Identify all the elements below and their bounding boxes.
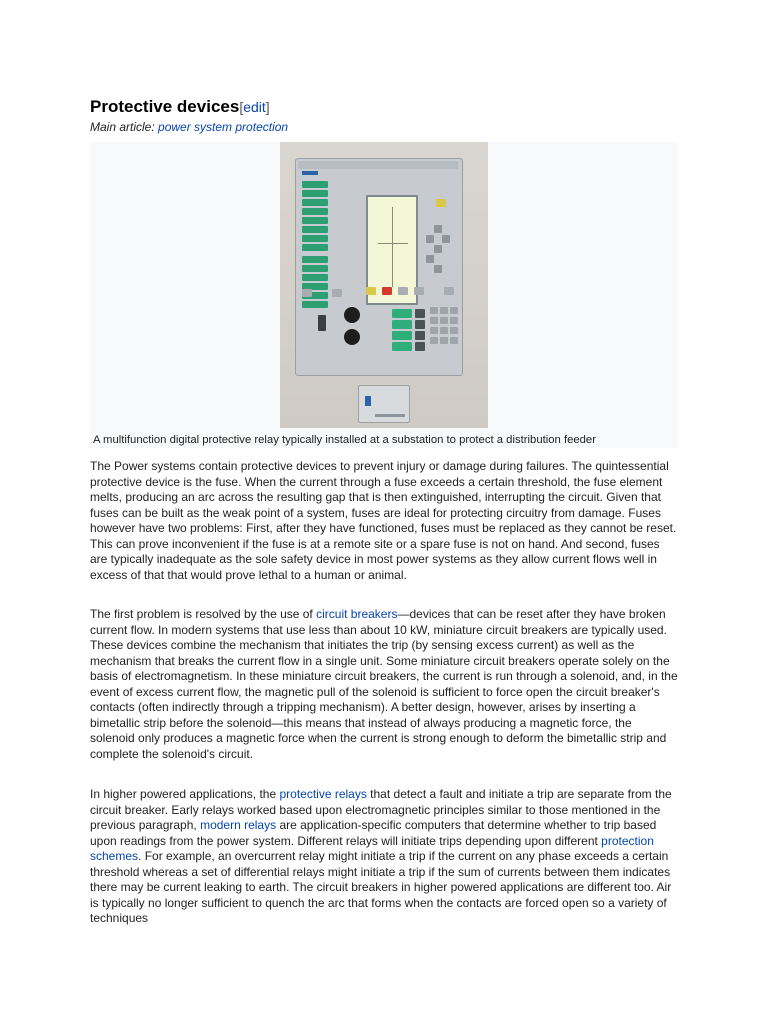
- circuit-breakers-link[interactable]: circuit breakers: [316, 607, 398, 621]
- communication-module: [358, 385, 410, 423]
- paragraph-2-text-a: The first problem is resolved by the use of: [90, 607, 317, 621]
- paragraph-2-text-b: —devices that can be reset after they have broken current flow. In modern systems that use less than about 10 kW, miniature circuit breakers are typically used. These devices combine the mechanism that initiates the trip (by sensing excess current) as well as the mechanism that breaks the current flow in a single unit. Some miniature circuit breakers operate solely on the basis of electromagnetism. In these miniature circuit breakers, the current is run through a solenoid, and, in the event of excess current flow, the magnetic pull of the solenoid is sufficient to force open the circuit breaker's contacts (often indirectly through a tripping mechanism). A better design, however, arises by inserting a bimetallic strip before the solenoid—this means that instead of always producing a magnetic force, the solenoid only produces a magnetic force when the current is strong enough to deform the bimetallic strip and complete the solenoid's circuit.: [90, 607, 678, 761]
- protective-relays-link[interactable]: protective relays: [279, 787, 367, 801]
- paragraph-circuit-breakers: [90, 607, 678, 762]
- paragraph-3-text-c: are application-specific computers that determine whether to trip based upon readings from the power system. Different relays will initiate trips depending upon different: [90, 818, 657, 848]
- paragraph-3-text-d: . For example, an overcurrent relay might initiate a trip if the current on any phase exceeds a certain threshold whereas a set of differential relays might initiate a trip if the sum of currents between them indicates there may be current leaking to earth. The circuit breakers in higher powered applications are different too. Air is typically no longer sufficient to quench the arc that forms when the contacts are forced open so a variety of techniques: [90, 849, 672, 925]
- paragraph-fuses: The Power systems contain protective devices to prevent injury or damage during failures. The quintessential protective device is the fuse. When the current through a fuse exceeds a certain threshold, the fuse element melts, producing an arc across the resulting gap that is then extinguished, interrupting the circuit. Given that fuses can be built as the weak point of a system, fuses are ideal for protecting circuitry from damage. Fuses however have two problems: First, after they have functioned, fuses must be replaced as they cannot be reset. This can prove inconvenient if the fuse is at a remote site or a spare fuse is not on hand. And second, fuses are typically inadequate as the sole safety device in most power systems as they allow current flows well in excess of that that would prove lethal to a human or animal.: [90, 459, 677, 582]
- figure: [90, 142, 678, 448]
- section-title: Protective devices: [90, 97, 240, 116]
- paragraph-3-text-b: that detect a fault and initiate a trip are separate from the circuit breaker. Early relays worked based upon electromagnetic principles similar to those mentioned in the previous paragraph,: [90, 787, 672, 832]
- paragraph-3-text-a: In higher powered applications, the: [90, 787, 280, 801]
- relay-photo: [280, 142, 488, 428]
- edit-link[interactable]: edit: [243, 99, 266, 115]
- relay-device-illustration: [295, 158, 463, 376]
- modern-relays-link[interactable]: modern relays: [200, 818, 277, 832]
- protection-schemes-link[interactable]: protection schemes: [90, 833, 654, 863]
- figure-caption: A multifunction digital protective relay typically installed at a substation to protect a distribution feeder: [93, 434, 596, 446]
- edit-bracket-close: ]: [265, 99, 270, 115]
- edit-bracket-open: [: [239, 99, 244, 115]
- section-heading: [90, 97, 270, 117]
- paragraph-relays: [90, 787, 678, 927]
- main-article-note: [90, 120, 288, 134]
- main-article-link[interactable]: power system protection: [158, 120, 289, 134]
- main-article-prefix: Main article:: [90, 120, 159, 134]
